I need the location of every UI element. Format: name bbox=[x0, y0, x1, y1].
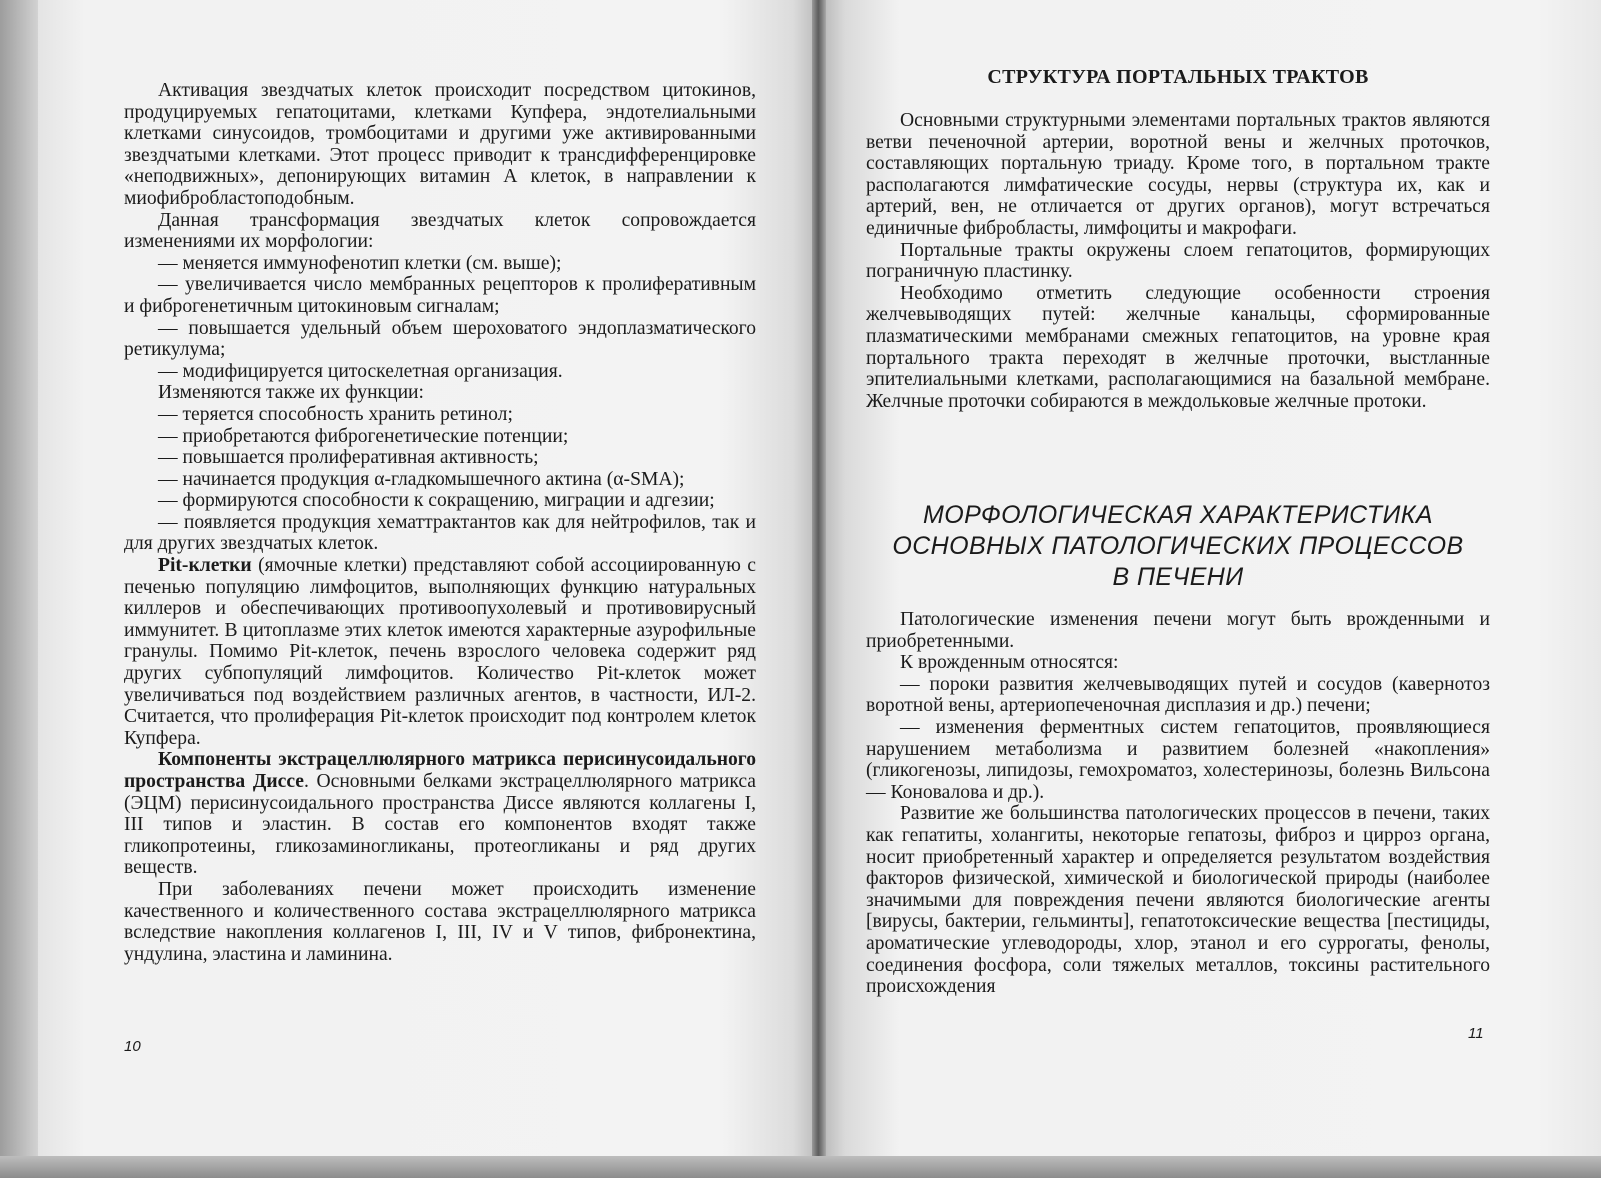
list-item bbox=[124, 253, 756, 275]
paragraph-text: — формируются способности к сокращению, миграции и адгезии; bbox=[158, 490, 715, 512]
bold-term: Компоненты экстрацеллюлярного матрикса перисинусоидального пространства Диссе bbox=[124, 749, 756, 792]
section-heading-line: В ПЕЧЕНИ bbox=[1112, 563, 1244, 591]
paragraph bbox=[124, 382, 756, 404]
paragraph-text: Основными структурными элементами портальных трактов являются ветви печеночной артерии, воротной вены и желчных проточков, составляющих портальную триаду. Кроме того, в портальном тракте располагаются лимфатические сосуды, нервы (структура их, как и артерий, вен, не отличается от других органов), могут встречаться единичные фибробласты, лимфоциты и макрофаги. bbox=[866, 110, 1490, 239]
paragraph bbox=[124, 749, 756, 879]
paragraph-text: . Основными белками экстрацеллюлярного матрикса (ЭЦМ) перисинусоидального пространства Диссе являются коллагены I, III типов и эластин. В состав его компонентов входят также гликопротеины, гликозаминогликаны, протеогликаны и ряд других веществ. bbox=[124, 771, 756, 879]
book-gutter bbox=[812, 0, 826, 1178]
paragraph-text: — теряется способность хранить ретинол; bbox=[158, 403, 513, 425]
paragraph-text: При заболеваниях печени может происходить изменение качественного и количественного состава экстрацеллюлярного матрикса вследствие накопления коллагенов I, III, IV и V типов, фибронектина, ундулина, эластина и ламинина. bbox=[124, 878, 756, 965]
paragraph-text: — приобретаются фиброгенетические потенции; bbox=[158, 425, 569, 447]
paragraph bbox=[866, 652, 1490, 674]
paragraph-text: — меняется иммунофенотип клетки (см. выше); bbox=[158, 252, 562, 274]
paragraph-text: — изменения ферментных систем гепатоцитов, проявляющиеся нарушением метаболизма и развитием болезней «накопления» (гликогенозы, липидозы, гемохроматоз, холестеринозы, болезнь Вильсона — Коновалова и др.). bbox=[866, 716, 1490, 803]
list-item bbox=[124, 361, 756, 383]
paragraph-text: — увеличивается число мембранных рецепторов к пролиферативным и фиброгенетичным цитокиновым сигналам; bbox=[124, 274, 756, 317]
paragraph-text: — начинается продукция α-гладкомышечного актина (α-SMA); bbox=[158, 468, 685, 490]
scan-edge-bottom bbox=[0, 1156, 1601, 1178]
paragraph bbox=[124, 80, 756, 210]
paragraph-text: (ямочные клетки) представляют собой ассоциированную с печенью популяцию лимфоцитов, выполняющих функцию натуральных киллеров и обеспечивающих противоопухолевый и противовирусный иммунитет. В цитоплазме этих клеток имеются характерные азурофильные гранулы. Помимо Pit-клеток, печень взрослого человека содержит ряд других субпопуляций лимфоцитов. Количество Pit-клеток может увеличиваться под воздействием различных агентов, в частности, ИЛ-2. Считается, что пролиферация Pit-клеток происходит под контролем клеток Купфера. bbox=[124, 555, 756, 749]
paragraph-text: — появляется продукция хематтрактантов как для нейтрофилов, так и для других звездчатых клеток. bbox=[124, 511, 756, 555]
list-item bbox=[124, 447, 756, 469]
list-item bbox=[866, 674, 1490, 717]
paragraph-text: — пороки развития желчевыводящих путей и сосудов (кавернотоз воротной вены, артериопеченочная дисплазия и др.) печени; bbox=[866, 673, 1490, 717]
paragraph-text: К врожденным относятся: bbox=[900, 652, 1119, 674]
page-number-left: 10 bbox=[124, 1038, 141, 1055]
section-heading-line: МОРФОЛОГИЧЕСКАЯ ХАРАКТЕРИСТИКА bbox=[923, 501, 1433, 529]
paragraph bbox=[124, 879, 756, 965]
paragraph-text: — модифицируется цитоскелетная организация. bbox=[158, 360, 563, 382]
left-page-text bbox=[124, 80, 756, 965]
section-heading bbox=[866, 500, 1490, 593]
list-item bbox=[124, 274, 756, 317]
paragraph bbox=[866, 110, 1490, 240]
paragraph-text: — повышается пролиферативная активность; bbox=[158, 447, 539, 469]
right-page-text bbox=[866, 110, 1490, 412]
paragraph-text: Необходимо отметить следующие особенности строения желчевыводящих путей: желчные канальцы, сформированные плазматическими мембранами смежных гепатоцитов, на уровне края портального тракта переходят в желчные проточки, выстланные эпителиальными клетками, располагающимися на базальной мембране. Желчные проточки собираются в междольковые желчные протоки. bbox=[866, 282, 1490, 412]
list-item bbox=[124, 512, 756, 555]
paragraph-text: Изменяются также их функции: bbox=[158, 382, 424, 404]
paragraph bbox=[124, 555, 756, 749]
list-item bbox=[124, 490, 756, 512]
paragraph bbox=[124, 210, 756, 253]
list-item bbox=[866, 717, 1490, 803]
list-item bbox=[124, 469, 756, 491]
paragraph-text: Развитие же большинства патологических процессов в печени, таких как гепатиты, холангиты, некоторые гепатозы, фиброз и цирроз органа, носит приобретенный характер и определяется результатом воздействия факторов физической, химической и биологической природы (наиболее значимыми для повреждения печени являются биологические агенты [вирусы, бактерии, гельминты], гепатотоксические вещества [пестициды, ароматические углеводороды, хлор, этанол и его суррогаты, фенолы, соединения фосфора, соли тяжелых металлов, токсины растительного происхождения bbox=[866, 803, 1490, 998]
section-heading-line: ОСНОВНЫХ ПАТОЛОГИЧЕСКИХ ПРОЦЕССОВ bbox=[892, 532, 1464, 560]
list-item bbox=[124, 426, 756, 448]
section-text bbox=[866, 609, 1490, 998]
list-item bbox=[124, 404, 756, 426]
paragraph bbox=[866, 803, 1490, 997]
paragraph-text: Патологические изменения печени могут быть врожденными и приобретенными. bbox=[866, 609, 1490, 652]
scan-edge-left bbox=[0, 0, 38, 1156]
bold-term: Pit-клетки bbox=[158, 555, 252, 577]
paragraph bbox=[866, 283, 1490, 413]
list-item bbox=[124, 318, 756, 361]
right-page-title: СТРУКТУРА ПОРТАЛЬНЫХ ТРАКТОВ bbox=[987, 66, 1369, 88]
paragraph-text: — повышается удельный объем шероховатого эндоплазматического ретикулума; bbox=[124, 317, 756, 361]
paragraph-text: Портальные тракты окружены слоем гепатоцитов, формирующих пограничную пластинку. bbox=[866, 239, 1490, 283]
paragraph bbox=[866, 240, 1490, 283]
paragraph bbox=[866, 609, 1490, 652]
paragraph-text: Данная трансформация звездчатых клеток сопровождается изменениями их морфологии: bbox=[124, 209, 756, 253]
paragraph-text: Активация звездчатых клеток происходит посредством цитокинов, продуцируемых гепатоцитами, клетками Купфера, эндотелиальными клетками синусоидов, тромбоцитами и другими уже активированными звездчатыми клетками. Этот процесс приводит к трансдифференцировке «неподвижных», депонирующих витамин А клеток, в направлении к миофибробластоподобным. bbox=[124, 80, 756, 209]
page-number-right: 11 bbox=[1468, 1025, 1484, 1042]
